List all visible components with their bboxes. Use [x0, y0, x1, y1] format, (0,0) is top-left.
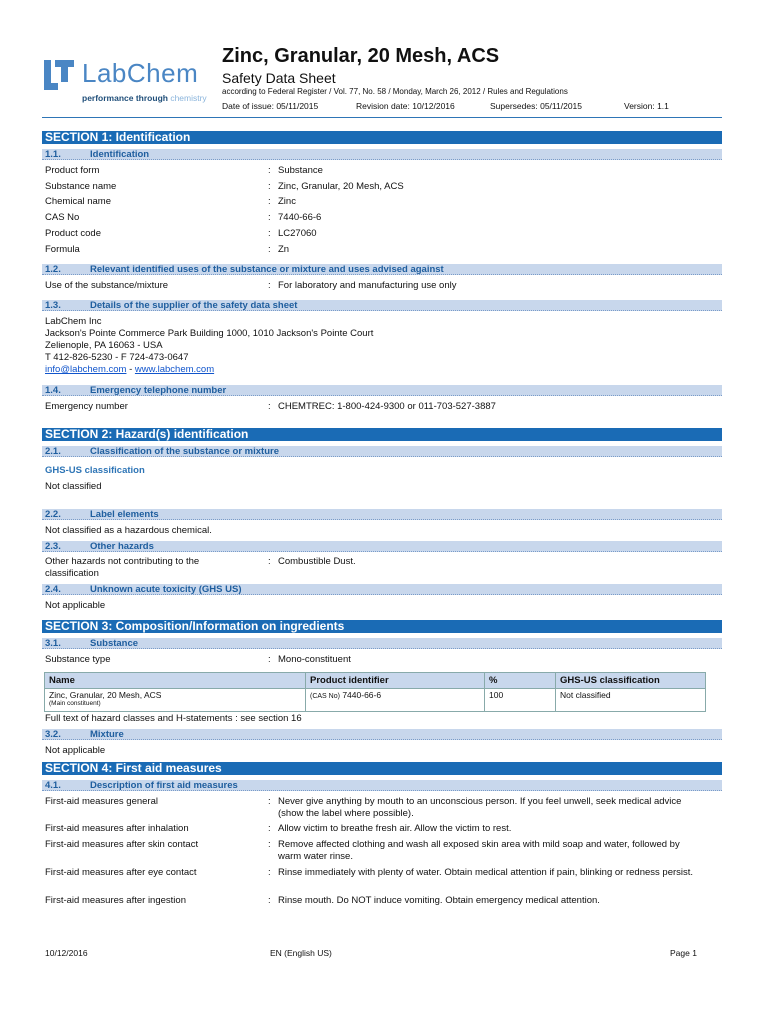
- mixture-value: Not applicable: [45, 745, 106, 756]
- label-elements-text: Not classified as a hazardous chemical.: [45, 525, 212, 536]
- colon: :: [268, 654, 271, 665]
- column-header: GHS-US classification: [556, 673, 706, 689]
- ingredient-name-cell: Zinc, Granular, 20 Mesh, ACS (Main constituent): [45, 689, 306, 712]
- field-label: Substance name: [45, 181, 117, 192]
- issue-date: Date of issue: 05/11/2015: [222, 101, 319, 111]
- percent-cell: 100: [485, 689, 556, 712]
- field-value: Substance: [278, 165, 323, 176]
- supplier-line: LabChem Inc: [45, 316, 102, 327]
- acute-toxicity-value: Not applicable: [45, 600, 106, 611]
- supplier-line: Jackson's Pointe Commerce Park Building 1000, 1010 Jackson's Pointe Court: [45, 328, 374, 339]
- field-label: classification: [45, 568, 99, 579]
- version: Version: 1.1: [624, 101, 669, 111]
- field-value: CHEMTREC: 1-800-424-9300 or 011-703-527-3887: [278, 401, 496, 412]
- email-link[interactable]: info@labchem.com: [45, 364, 127, 375]
- colon: :: [268, 165, 271, 176]
- table-header-row: [45, 673, 706, 689]
- footer-date: 10/12/2016: [45, 948, 88, 958]
- field-value: Allow victim to breathe fresh air. Allow the victim to rest.: [278, 823, 512, 834]
- regulation-reference: according to Federal Register / Vol. 77, No. 58 / Monday, March 26, 2012 / Rules and Regulations: [222, 87, 568, 96]
- field-label: Product code: [45, 228, 101, 239]
- company-logo: [42, 58, 222, 108]
- subsection-2-3: 2.3. Other hazards: [42, 541, 722, 552]
- colon: :: [268, 796, 271, 807]
- subsection-3-2: 3.2. Mixture: [42, 729, 722, 740]
- colon: :: [268, 212, 271, 223]
- field-value: LC27060: [278, 228, 317, 239]
- subsection-2-2: 2.2. Label elements: [42, 509, 722, 520]
- field-label: Other hazards not contributing to the: [45, 556, 200, 567]
- field-value: Zn: [278, 244, 290, 255]
- subsection-1-4: 1.4. Emergency telephone number: [42, 385, 722, 396]
- subsection-3-1: 3.1. Substance: [42, 638, 722, 649]
- full-text-reference: Full text of hazard classes and H-statements : see section 16: [45, 713, 302, 724]
- colon: :: [268, 823, 271, 834]
- field-label: Product form: [45, 165, 100, 176]
- field-label: Chemical name: [45, 196, 111, 207]
- colon: :: [268, 401, 271, 412]
- supersedes-date: Supersedes: 05/11/2015: [490, 101, 582, 111]
- supplier-line: T 412-826-5230 - F 724-473-0647: [45, 352, 189, 363]
- subsection-1-3: 1.3. Details of the supplier of the safety data sheet: [42, 300, 722, 311]
- composition-table: [44, 672, 706, 712]
- ghs-classification-heading: GHS-US classification: [45, 465, 145, 476]
- supplier-line: Zelienople, PA 16063 - USA: [45, 340, 163, 351]
- field-label: Use of the substance/mixture: [45, 280, 169, 291]
- revision-date: Revision date: 10/12/2016: [356, 101, 455, 111]
- column-header: %: [485, 673, 556, 689]
- colon: :: [268, 867, 271, 878]
- column-header: Name: [45, 673, 306, 689]
- colon: :: [268, 196, 271, 207]
- field-value: 7440-66-6: [278, 212, 322, 223]
- colon: :: [268, 839, 271, 850]
- field-value: Never give anything by mouth to an unconscious person. If you feel unwell, seek medical advice (show the label where possible).: [278, 796, 682, 819]
- table-row: [45, 689, 706, 712]
- field-label: First-aid measures after ingestion: [45, 895, 186, 906]
- header-divider: [42, 117, 722, 118]
- field-value: Remove affected clothing and wash all exposed skin area with mild soap and water, followed by warm water rinse.: [278, 839, 680, 862]
- website-link[interactable]: www.labchem.com: [134, 364, 215, 375]
- section-4-header: SECTION 4: First aid measures: [42, 762, 722, 775]
- main-constituent-note: (Main constituent): [49, 700, 101, 707]
- ghs-classification-cell: Not classified: [556, 689, 706, 712]
- subsection-2-4: 2.4. Unknown acute toxicity (GHS US): [42, 584, 722, 595]
- logo-wordmark: LabChem: [82, 58, 199, 88]
- footer-language: EN (English US): [270, 948, 332, 958]
- colon: :: [268, 181, 271, 192]
- colon: :: [268, 244, 271, 255]
- subsection-2-1: 2.1. Classification of the substance or mixture: [42, 446, 722, 457]
- product-identifier-cell: (CAS No) 7440-66-6: [306, 689, 485, 712]
- field-value: Zinc: [278, 196, 296, 207]
- colon: :: [268, 280, 271, 291]
- field-value: Combustible Dust.: [278, 556, 356, 567]
- field-label: First-aid measures general: [45, 796, 158, 807]
- logo-tagline: performance through chemistry: [82, 93, 207, 103]
- document-type: Safety Data Sheet: [222, 70, 336, 86]
- subsection-1-1: 1.1. Identification: [42, 149, 722, 160]
- field-label: Substance type: [45, 654, 111, 665]
- colon: :: [268, 228, 271, 239]
- colon: :: [268, 556, 271, 567]
- field-label: Emergency number: [45, 401, 128, 412]
- column-header: Product identifier: [306, 673, 485, 689]
- field-label: Formula: [45, 244, 80, 255]
- field-value: Zinc, Granular, 20 Mesh, ACS: [278, 181, 404, 192]
- labchem-logo-icon: [44, 60, 74, 90]
- field-label: CAS No: [45, 212, 80, 223]
- field-label: First-aid measures after inhalation: [45, 823, 189, 834]
- supplier-contact-links: info@labchem.com - www.labchem.com: [45, 364, 215, 375]
- product-title: Zinc, Granular, 20 Mesh, ACS: [222, 45, 500, 67]
- field-label: First-aid measures after eye contact: [45, 867, 197, 878]
- section-3-header: SECTION 3: Composition/Information on ingredients: [42, 620, 722, 633]
- subsection-4-1: 4.1. Description of first aid measures: [42, 780, 722, 791]
- colon: :: [268, 895, 271, 906]
- section-2-header: SECTION 2: Hazard(s) identification: [42, 428, 722, 441]
- field-value: Rinse mouth. Do NOT induce vomiting. Obtain emergency medical attention.: [278, 895, 600, 906]
- ghs-classification-value: Not classified: [45, 481, 102, 492]
- field-value: Rinse immediately with plenty of water. Obtain medical attention if pain, blinking or redness persist.: [278, 867, 694, 878]
- subsection-1-2: 1.2. Relevant identified uses of the substance or mixture and uses advised against: [42, 264, 722, 275]
- field-value: Mono-constituent: [278, 654, 351, 665]
- footer-page-number: Page 1: [670, 948, 697, 958]
- field-value: For laboratory and manufacturing use only: [278, 280, 457, 291]
- section-1-header: SECTION 1: Identification: [42, 131, 722, 144]
- field-label: First-aid measures after skin contact: [45, 839, 199, 850]
